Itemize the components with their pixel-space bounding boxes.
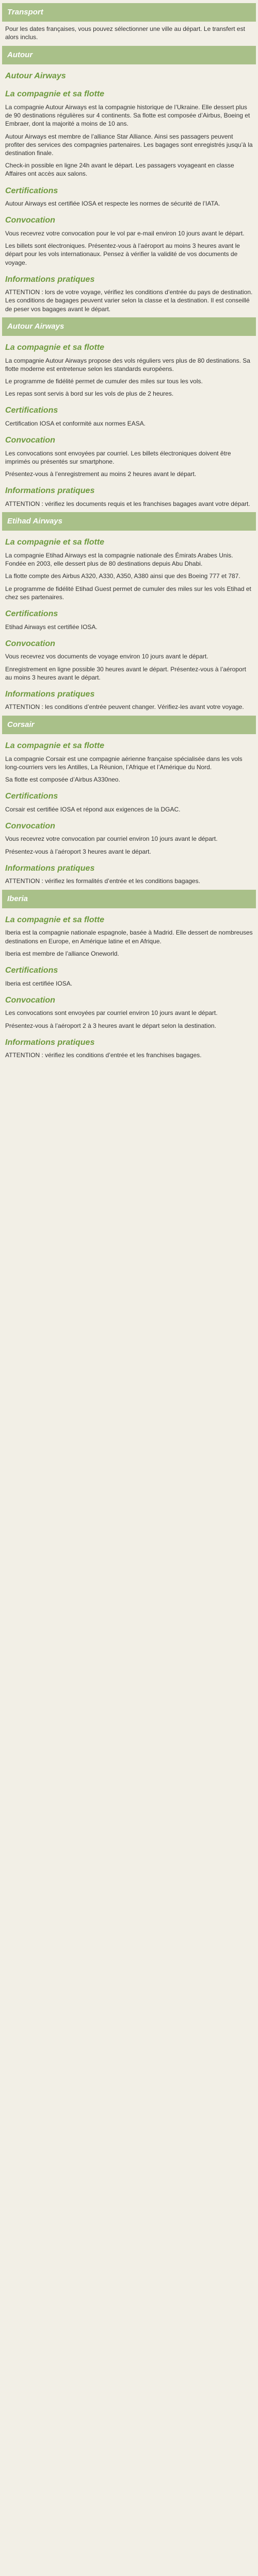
item-paragraph: La compagnie Autour Airways est la compagnie historique de l’Ukraine. Elle dessert plus de 90 destinations régulières sur 4 continents. Sa flotte est composée d’Airbus, Boeing et Embraer, dont la majorité a moins de 10 ans. xyxy=(5,104,250,128)
item-paragraph: La compagnie Corsair est une compagnie aérienne française spécialisée dans les vols long-courriers vers les Antilles, La Réunion, l’Afrique et l’Amérique du Nord. xyxy=(5,755,243,771)
item-paragraph: Présentez-vous à l’aéroport 3 heures avant le départ. xyxy=(5,848,151,855)
item-paragraph: ATTENTION : vérifiez les documents requis et les franchises bagages avant votre départ. xyxy=(5,500,250,507)
item-paragraph: La compagnie Etihad Airways est la compagnie nationale des Émirats Arabes Unis. Fondée en 2003, elle dessert plus de 80 destinations depuis Abu Dhabi. xyxy=(5,552,233,568)
item-title: Certifications xyxy=(5,966,58,975)
item-paragraph: Vous recevrez vos documents de voyage environ 10 jours avant le départ. xyxy=(5,653,208,660)
item-paragraph: Autour Airways est certifiée IOSA et respecte les normes de sécurité de l’IATA. xyxy=(5,200,220,208)
item-title: Certifications xyxy=(5,406,58,415)
item-title: Convocation xyxy=(5,995,55,1005)
item-title: Informations pratiques xyxy=(5,486,95,496)
item-paragraph: La compagnie Autour Airways propose des vols réguliers vers plus de 80 destinations. Sa flotte moderne est entretenue selon les standards européens. xyxy=(5,357,250,372)
item-title: Convocation xyxy=(5,821,55,831)
section-header: Corsair xyxy=(2,716,256,734)
block-title: La compagnie et sa flotte xyxy=(5,343,105,352)
item-paragraph: Iberia est la compagnie nationale espagnole, basée à Madrid. Elle dessert de nombreuses destinations en Europe, en Amérique latine et en Afrique. xyxy=(5,929,253,945)
block-title: La compagnie et sa flotte xyxy=(5,741,105,750)
item-paragraph: Les repas sont servis à bord sur les vols de plus de 2 heures. xyxy=(5,390,174,398)
item-paragraph: Certification IOSA et conformité aux normes EASA. xyxy=(5,420,146,428)
item-paragraph: Vous recevrez votre convocation par courriel environ 10 jours avant le départ. xyxy=(5,835,218,843)
item-paragraph: ATTENTION : vérifiez les conditions d’entrée et les franchises bagages. xyxy=(5,1052,202,1059)
item-paragraph: Iberia est membre de l’alliance Oneworld. xyxy=(5,950,119,957)
item-title: Certifications xyxy=(5,609,58,618)
section-header: Autour Airways xyxy=(2,317,256,336)
item-title: Convocation xyxy=(5,216,55,225)
item-title: Informations pratiques xyxy=(5,1038,95,1047)
page xyxy=(0,3,258,1066)
item-paragraph: Les convocations sont envoyées par courriel. Les billets électroniques doivent être imprimés ou présentés sur smartphone. xyxy=(5,449,231,465)
item-title: Informations pratiques xyxy=(5,689,95,699)
section-header: Autour xyxy=(2,46,256,64)
item-paragraph: Sa flotte est composée d’Airbus A330neo. xyxy=(5,775,120,783)
item-paragraph: ATTENTION : les conditions d’entrée peuvent changer. Vérifiez-les avant votre voyage. xyxy=(5,703,244,711)
item-paragraph: Les billets sont électroniques. Présentez-vous à l’aéroport au moins 3 heures avant le départ pour les vols internationaux. Pensez à vérifier la validité de vos documents de voyage. xyxy=(5,242,240,266)
item-paragraph: ATTENTION : lors de votre voyage, vérifiez les conditions d’entrée du pays de destination. Les conditions de bagages peuvent varier selon la classe et la destination. Il est conseillé de peser vos bagages avant le départ. xyxy=(5,289,253,313)
item-title: Informations pratiques xyxy=(5,863,95,873)
block-title: La compagnie et sa flotte xyxy=(5,915,105,924)
item-paragraph: Enregistrement en ligne possible 30 heures avant le départ. Présentez-vous à l’aéroport au moins 3 heures avant le départ. xyxy=(5,665,246,681)
item-paragraph: La flotte compte des Airbus A320, A330, A350, A380 ainsi que des Boeing 777 et 787. xyxy=(5,572,240,580)
item-paragraph: Vous recevrez votre convocation pour le vol par e-mail environ 10 jours avant le départ. xyxy=(5,229,245,237)
item-paragraph: Autour Airways est membre de l’alliance Star Alliance. Ainsi ses passagers peuvent profiter des services des compagnies partenaires. Les bagages sont enregistrés jusqu’à la destination finale. xyxy=(5,132,253,157)
item-paragraph: Check-in possible en ligne 24h avant le départ. Les passagers voyageant en classe Affaires ont accès aux salons. xyxy=(5,162,234,178)
item-paragraph: Présentez-vous à l’enregistrement au moins 2 heures avant le départ. xyxy=(5,470,197,478)
block-title: La compagnie et sa flotte xyxy=(5,538,105,547)
section-header: Iberia xyxy=(2,890,256,908)
item-paragraph: Iberia est certifiée IOSA. xyxy=(5,979,73,987)
section-intro: Pour les dates françaises, vous pouvez sélectionner une ville au départ. Le transfert est alors inclus. xyxy=(5,25,245,41)
item-paragraph: Le programme de fidélité Etihad Guest permet de cumuler des miles sur les vols Etihad et chez ses partenaires. xyxy=(5,585,251,601)
item-paragraph: Le programme de fidélité permet de cumuler des miles sur tous les vols. xyxy=(5,378,203,385)
item-paragraph: Les convocations sont envoyées par courriel environ 10 jours avant le départ. xyxy=(5,1009,218,1017)
item-title: La compagnie et sa flotte xyxy=(5,90,105,99)
item-paragraph: Présentez-vous à l’aéroport 2 à 3 heures avant le départ selon la destination. xyxy=(5,1022,216,1029)
section-header: Etihad Airways xyxy=(2,512,256,531)
item-paragraph: ATTENTION : vérifiez les formalités d’entrée et les conditions bagages. xyxy=(5,877,200,885)
item-paragraph: Etihad Airways est certifiée IOSA. xyxy=(5,623,98,631)
item-title: Certifications xyxy=(5,186,58,195)
item-paragraph: Corsair est certifiée IOSA et répond aux exigences de la DGAC. xyxy=(5,805,181,813)
item-title: Informations pratiques xyxy=(5,275,95,284)
item-title: Convocation xyxy=(5,436,55,445)
block-title: Autour Airways xyxy=(5,71,66,80)
item-title: Certifications xyxy=(5,792,58,801)
item-title: Convocation xyxy=(5,639,55,648)
section-header: Transport xyxy=(2,3,256,22)
